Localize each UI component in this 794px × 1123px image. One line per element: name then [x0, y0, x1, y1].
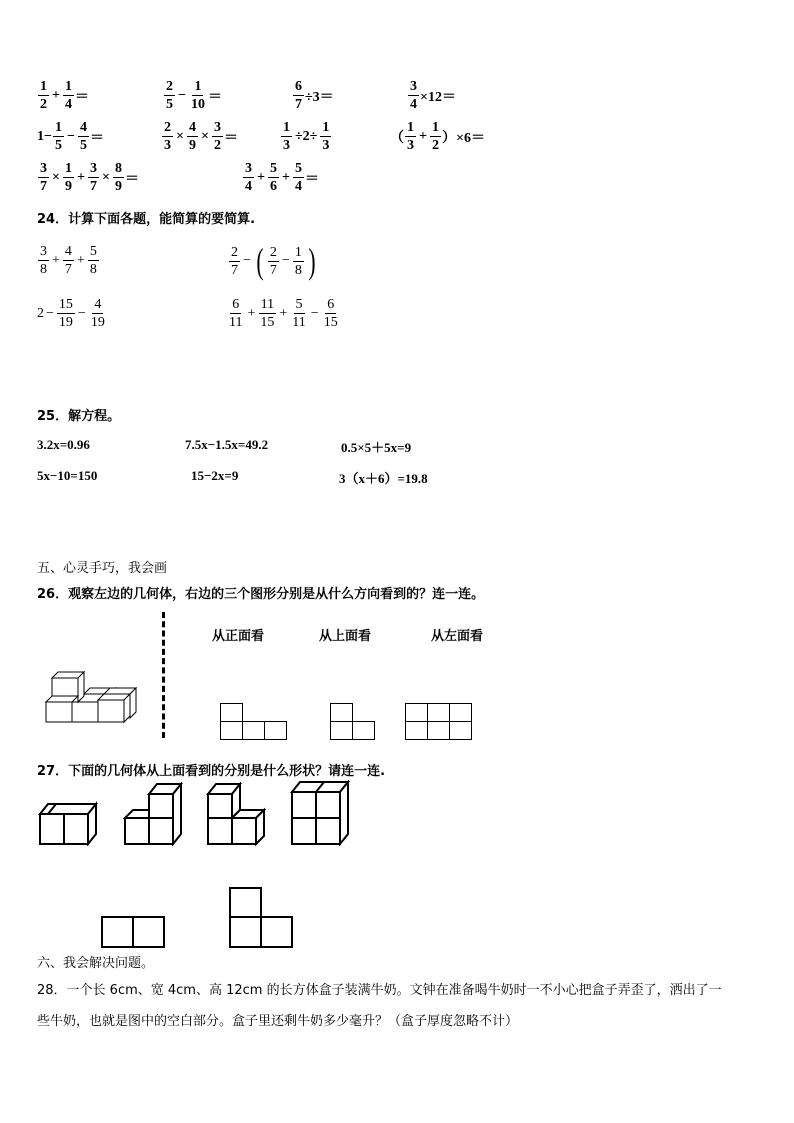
- equation-5: 15−2x=9: [191, 468, 239, 483]
- q28-line1: 28．一个长 6cm、宽 4cm、高 12cm 的长方体盒子装满牛奶。文钟在准备喝牛奶时一不小心把盒子弄歪了，洒出了一: [37, 983, 722, 998]
- q24-expr-2: $\frac{2}{7}$ − ( $\frac{2}{7}$ − $\frac{1}{8}$ ): [231, 241, 316, 281]
- q24-title: 24．计算下面各题，能简算的要简算.: [37, 212, 256, 227]
- equation-6: 3（x＋6）=19.8: [339, 471, 428, 486]
- q27-solid-1: [36, 798, 102, 846]
- q26-solid-figure: [40, 668, 160, 726]
- q24-expr-1: $\frac{3}{8}$ + $\frac{4}{7}$ + $\frac{5}{8}$: [40, 244, 97, 277]
- section6-title: 六、我会解决问题。: [37, 956, 155, 971]
- dashed-divider: [162, 612, 165, 738]
- q27-solid-3: [204, 782, 270, 846]
- view-label-left: 从左面看: [431, 629, 484, 644]
- q27-text: 27．下面的几何体从上面看到的分别是什么形状？请连一连.: [37, 764, 386, 779]
- section5-title: 五、心灵手巧，我会画: [37, 561, 168, 576]
- equation-2: 7.5x−1.5x=49.2: [185, 437, 269, 452]
- q25-title: 25．解方程。: [37, 409, 121, 424]
- view-label-front: 从正面看: [212, 629, 265, 644]
- q24-expr-4: $\frac{6}{11}$ + $\frac{11}{15}$ + $\frac{5}{11}$ − $\frac{6}{15}$: [229, 297, 338, 330]
- q27-solid-4: [288, 780, 354, 846]
- calc-expr-6: $\frac{2}{3}$ × $\frac{4}{9}$ × $\frac{3}{2}$ ＝: [164, 120, 238, 153]
- calc-expr-7: $\frac{1}{3}$ ÷2÷ $\frac{1}{3}$: [283, 120, 330, 153]
- calc-expr-8: （ $\frac{1}{3}$ + $\frac{1}{2}$ ）×6＝: [390, 120, 485, 153]
- calc-expr-4: $\frac{3}{4}$ ×12＝: [410, 79, 456, 112]
- q27-solid-2: [121, 782, 185, 846]
- equation-4: 5x−10=150: [37, 468, 98, 483]
- calc-expr-1: $\frac{1}{2}$ + $\frac{1}{4}$ ＝: [40, 79, 89, 112]
- q26-text: 26．观察左边的几何体，右边的三个图形分别是从什么方向看到的？连一连。: [37, 587, 485, 602]
- q28-line2: 些牛奶，也就是图中的空白部分。盒子里还剩牛奶多少毫升？（盒子厚度忽略不计）: [37, 1014, 519, 1029]
- calc-expr-2: $\frac{2}{5}$ − $\frac{1}{10}$ ＝: [166, 79, 222, 112]
- calc-expr-10: $\frac{3}{4}$ + $\frac{5}{6}$ + $\frac{5}{4}$ ＝: [245, 161, 319, 194]
- calc-expr-3: $\frac{6}{7}$ ÷3＝: [295, 79, 334, 112]
- calc-expr-5: 1− $\frac{1}{5}$ − $\frac{4}{5}$ ＝: [37, 120, 104, 153]
- calc-expr-9: $\frac{3}{7}$ × $\frac{1}{9}$ + $\frac{3}{7}$ × $\frac{8}{9}$ ＝: [40, 161, 139, 194]
- q24-expr-3: 2 − $\frac{15}{19}$ − $\frac{4}{19}$: [37, 297, 105, 330]
- view-label-top: 从上面看: [319, 629, 372, 644]
- equation-1: 3.2x=0.96: [37, 437, 90, 452]
- equation-3: 0.5×5＋5x=9: [341, 440, 412, 455]
